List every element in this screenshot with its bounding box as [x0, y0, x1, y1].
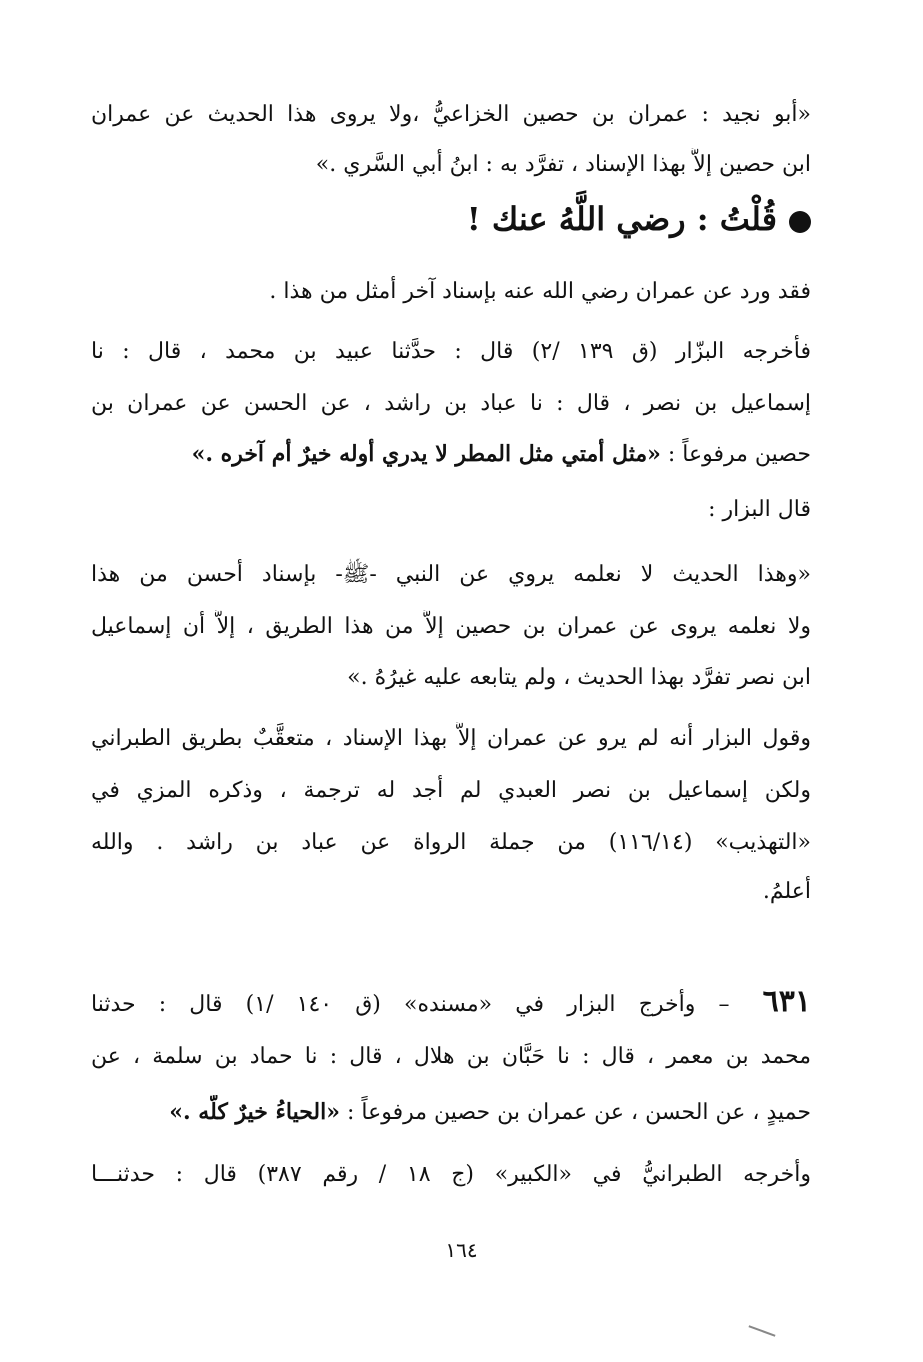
text-line: قال البزار :	[708, 497, 811, 522]
text-line: فأخرجه البزّار (ق ١٣٩ /٢) قال : حدَّثنا عبيد بن محمد ، قال : نا	[91, 339, 811, 364]
text-line: «وهذا الحديث لا نعلمه يروي عن النبي -ﷺ- بإسناد أحسن من هذا	[91, 562, 811, 587]
text-segment: حصين مرفوعاً :	[667, 442, 811, 467]
text-line: محمد بن معمر ، قال : نا حَبَّان بن هلال ، قال : نا حماد بن سلمة ، عن	[91, 1044, 811, 1069]
hadith-quote: «مثل أمتي مثل المطر لا يدري أوله خيرٌ أم آخره .»	[191, 441, 661, 467]
heading-text: قُلْتُ : رضي اللَّهُ عنك !	[466, 200, 777, 238]
text-segment: – وأخرج البزار في «مسنده» (ق ١٤٠ /١) قال : حدثنا	[91, 992, 730, 1017]
text-line: ابن نصر تفرَّد بهذا الحديث ، ولم يتابعه عليه غيرُهُ .»	[347, 665, 811, 690]
text-line: أعلمُ.	[762, 879, 811, 904]
hadith-quote: «الحياءُ خيرٌ كلُّه .»	[169, 1099, 340, 1125]
scan-mark	[749, 1325, 776, 1336]
text-line	[91, 1095, 811, 1135]
page-number: ١٦٤	[445, 1238, 478, 1262]
text-line: فقد ورد عن عمران رضي الله عنه بإسناد آخر أمثل من هذا .	[269, 279, 811, 304]
text-line: وأخرجه الطبرانيُّ في «الكبير» (ج ١٨ / رقم ٣٨٧) قال : حدثنـــا	[91, 1162, 811, 1187]
text-line: ولكن إسماعيل بن نصر العبدي لم أجد له ترجمة ، وذكره المزي في	[91, 778, 811, 803]
text-line	[91, 437, 811, 477]
text-line: ولا نعلمه يروى عن عمران بن حصين إلاَّ من هذا الطريق ، إلاَّ أن إسماعيل	[91, 614, 811, 639]
hadith-number: ٦٣١	[762, 985, 811, 1019]
text-line: «التهذيب» (١١٦/١٤) من جملة الرواة عن عباد بن راشد . والله	[91, 830, 811, 855]
text-line	[91, 985, 811, 1025]
text-segment: حميدٍ ، عن الحسن ، عن عمران بن حصين مرفوعاً :	[346, 1100, 811, 1125]
text-line: إسماعيل بن نصر ، قال : نا عباد بن راشد ، عن الحسن عن عمران بن	[91, 391, 811, 416]
text-line: «أبو نجيد : عمران بن حصين الخزاعيُّ ،ولا يروى هذا الحديث عن عمران	[91, 102, 811, 127]
bullet-icon	[789, 211, 811, 233]
text-line: ابن حصين إلاَّ بهذا الإسناد ، تفرَّد به : ابنُ أبي السَّري .»	[315, 152, 811, 177]
text-line: وقول البزار أنه لم يرو عن عمران إلاَّ بهذا الإسناد ، متعقَّبٌ بطريق الطبراني	[91, 726, 811, 751]
section-heading	[91, 195, 811, 243]
